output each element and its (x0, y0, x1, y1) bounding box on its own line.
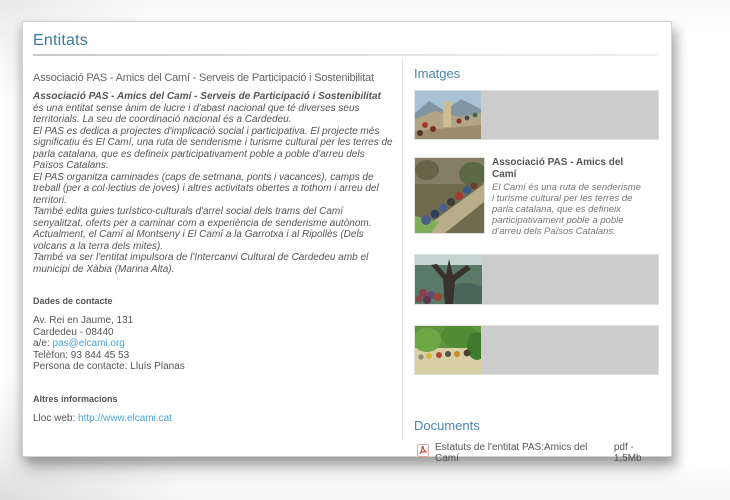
hikers-rocky-ridge-photo[interactable] (414, 90, 659, 140)
images-section-heading: Imatges (414, 66, 461, 81)
contact-address-line2: Cardedeu - 08440 (33, 326, 114, 338)
entity-paragraph: El PAS es dedica a projectes d'implicació social i participativa. El projecte més significatiu és El Camí, una ruta de senderisme i turisme cultural per les terres de parla catalana, que es defineix participativament poble a poble d'arreu dels Països Catalans. (33, 125, 393, 171)
content-columns (33, 58, 659, 464)
entity-detail-page (22, 21, 672, 464)
email-link[interactable]: pas@elcami.org (52, 338, 125, 350)
image-caption-text: El Camí és una ruta de senderisme i turisme cultural per les terres de parla catalana, que es defineix participativament poble a poble d'arreu dels Països Catalans. (492, 182, 641, 237)
contact-phone: Telèfon: 93 844 45 53 (33, 349, 130, 361)
contact-details (33, 315, 394, 373)
contact-address-line1: Av. Rei en Jaume, 131 (33, 315, 134, 326)
title-divider (33, 54, 657, 56)
image-caption-title: Associació PAS - Amics del Camí (492, 157, 624, 180)
documents-section-heading: Documents (414, 418, 480, 433)
entity-intro-bold: Associació PAS - Amics del Camí - Serveis de Participació i Sostenibilitat (33, 91, 381, 102)
document-label: Estatuts de l'entitat PAS:Amics del Camí (435, 442, 588, 464)
hikers-trail-photo[interactable] (414, 157, 485, 234)
pdf-icon (417, 444, 429, 462)
entity-intro (33, 91, 394, 126)
entity-info-column (33, 58, 402, 440)
page-title: Entitats (33, 32, 88, 49)
website-link[interactable]: http://www.elcami.cat (78, 412, 172, 424)
image-caption (492, 157, 642, 237)
contact-section-heading: Dades de contacte (33, 296, 113, 306)
photo-thumbnail-4[interactable] (414, 325, 659, 375)
walkers-meadow-photo[interactable] (414, 325, 659, 375)
entity-intro-rest: és una entitat sense ànim de lucre i d'abast nacional que té diverses seus territorials. La seu de coordinació nacional és a Cardedeu. (33, 102, 360, 125)
contact-email-line (33, 338, 394, 350)
document-meta: pdf - 1,5Mb (613, 442, 642, 464)
contact-person: Persona de contacte: Lluís Planas (33, 361, 185, 373)
entity-paragraph: El PAS organitza caminades (caps de setmana, ponts i vacances), camps de treball (per a col·lectius de joves) i altres activitats obertes a tothom i arreu del territori. (33, 171, 379, 206)
entity-paragraph: També va ser l'entitat impulsora de l'Intercanvi Cultural de Cardedeu amb el municipi de Xàbia (Marina Alta). (33, 252, 369, 275)
photo-thumbnail-3[interactable] (414, 254, 659, 305)
photo-with-caption-row (414, 157, 659, 237)
document-link-row[interactable] (414, 442, 659, 464)
entity-paragraph: També edita guies turístico-culturals d'arrel social dels trams del Camí senyalitzat, oferts per a caminar com a experiència de senderisme autònom. Actualment, el Camí al Montseny i El Camí a la Garrotxa i al Ripollès (Dels volcans a la terra dels mites). (33, 206, 372, 252)
email-label: a/e: (33, 338, 53, 350)
media-column (402, 58, 659, 464)
website-label: Lloc web: (33, 412, 79, 424)
photo-thumbnail-1[interactable] (414, 90, 659, 140)
entity-heading: Associació PAS - Amics del Camí - Serveis de Participació i Sostenibilitat (33, 72, 374, 84)
other-info-heading: Altres informacions (33, 393, 118, 404)
entity-description (33, 91, 394, 275)
website-line (33, 413, 394, 425)
group-under-tree-photo[interactable] (414, 254, 659, 305)
